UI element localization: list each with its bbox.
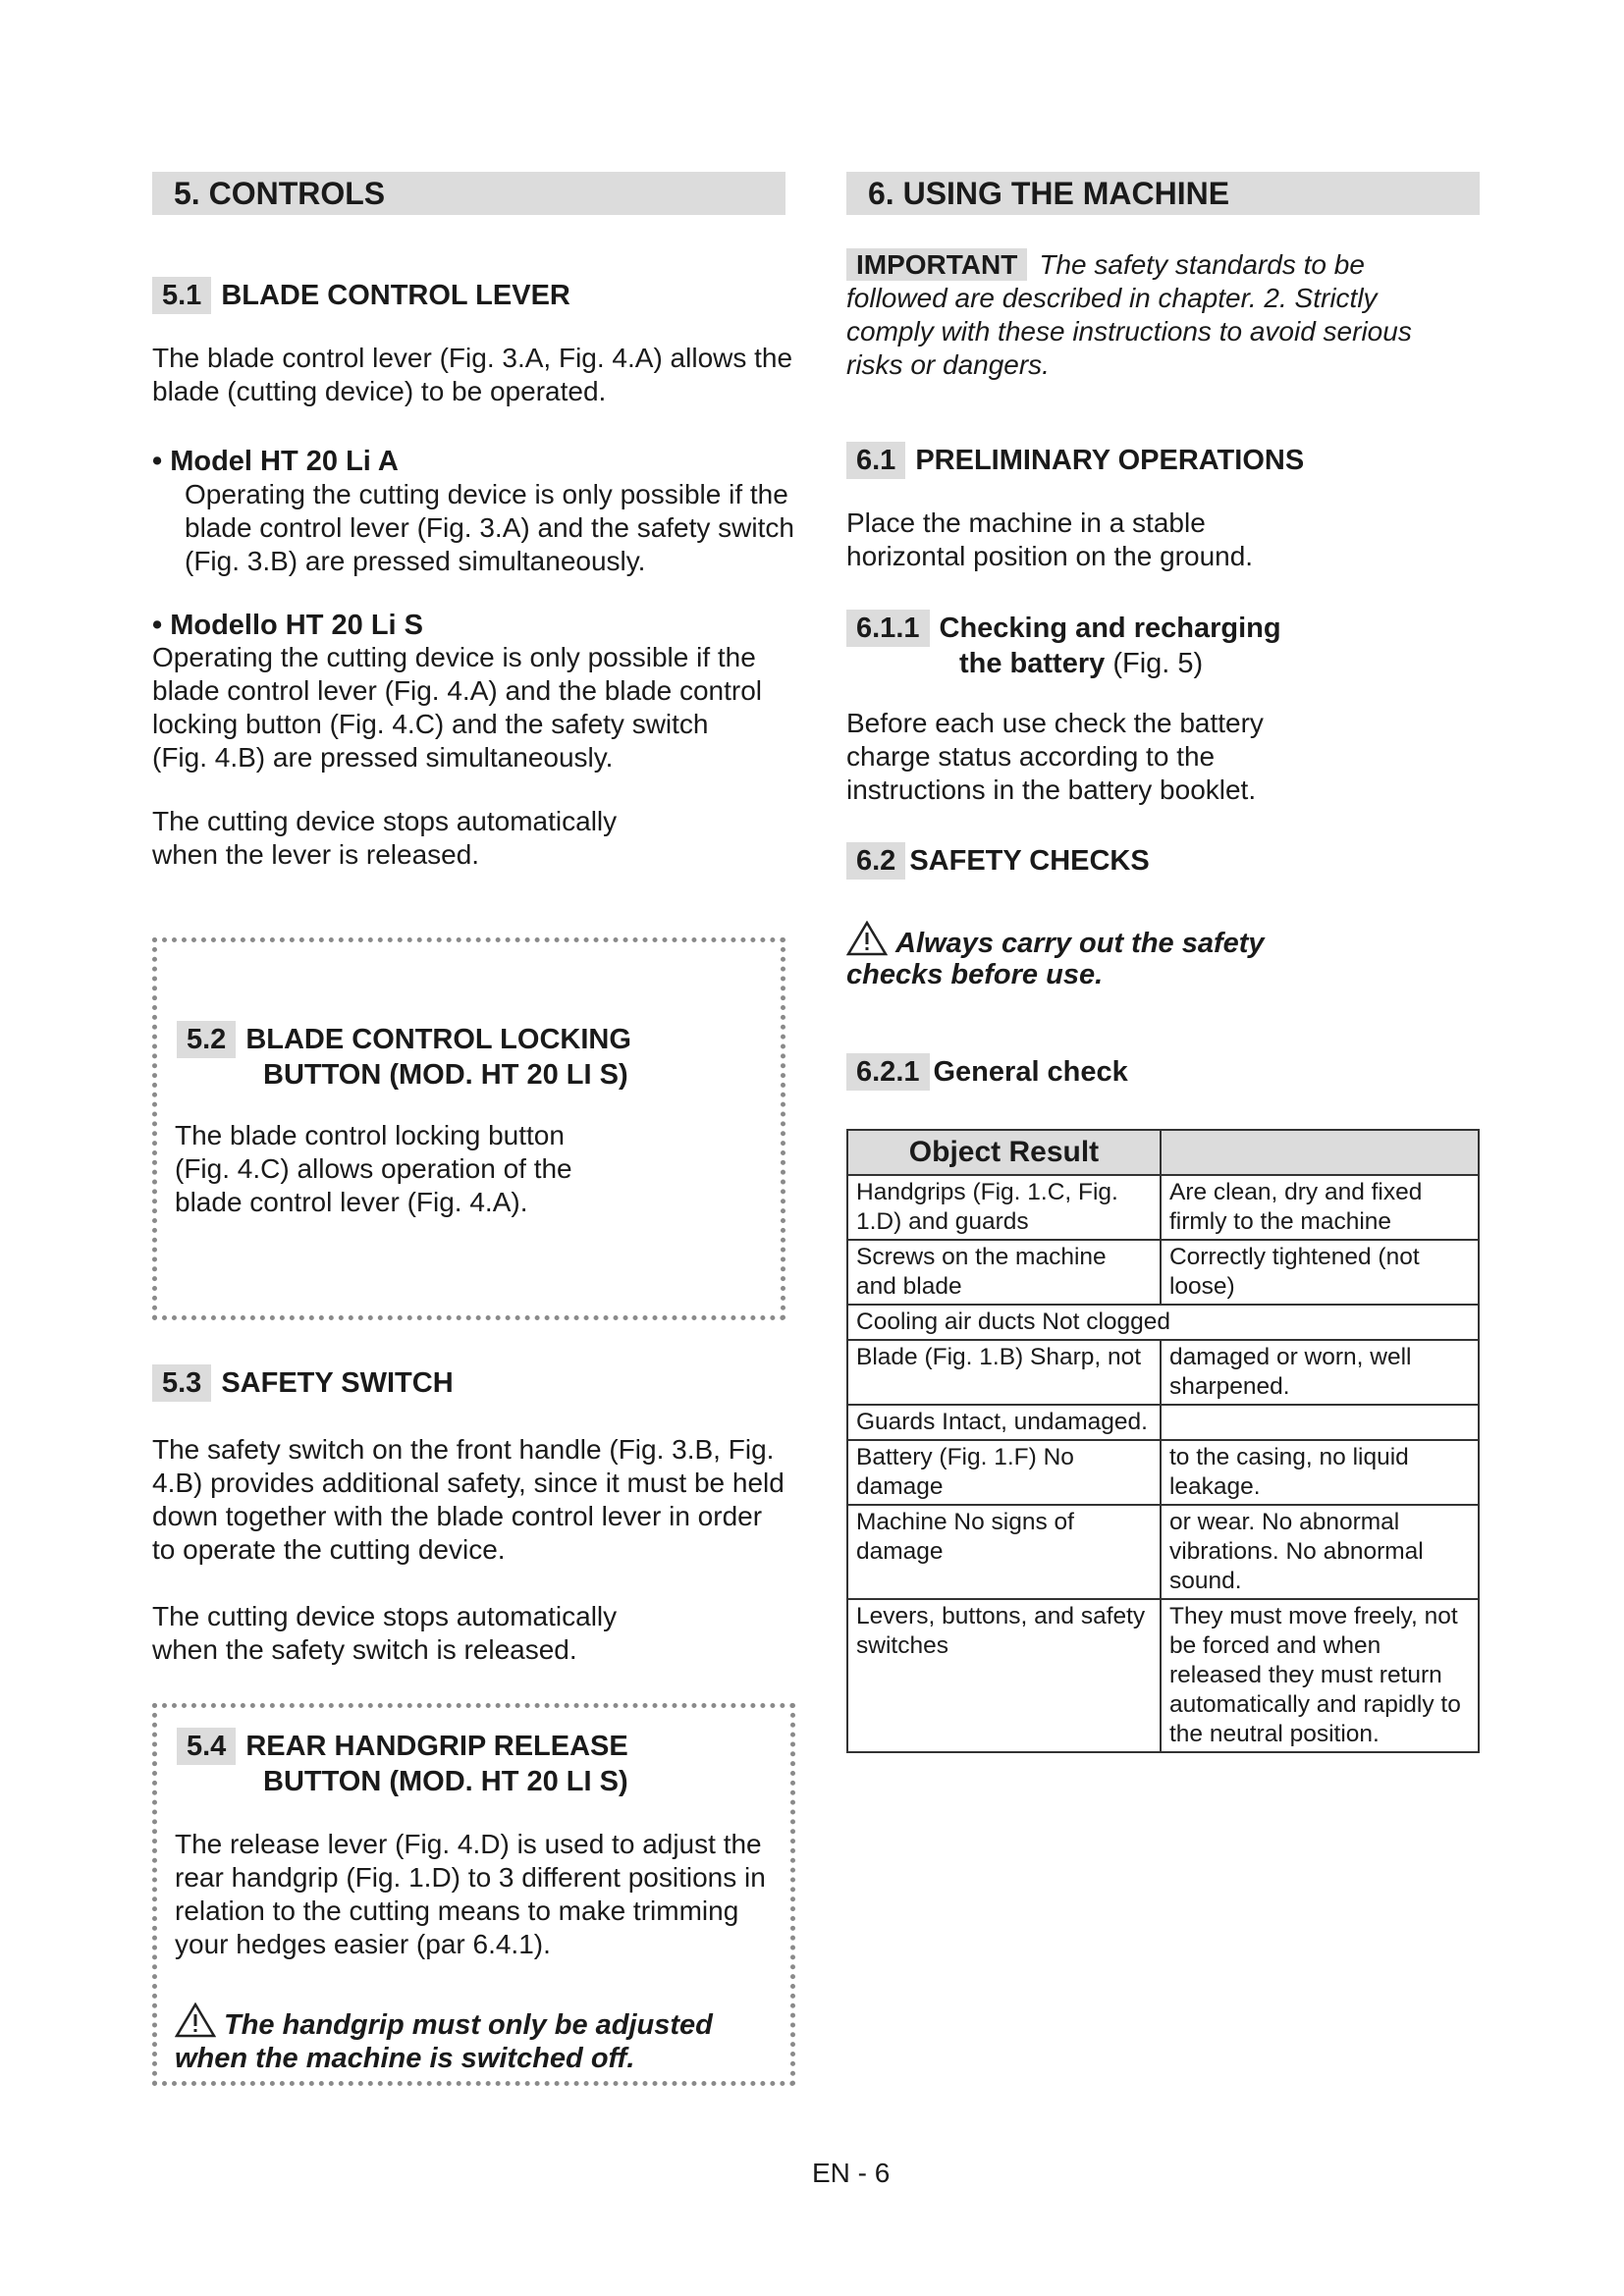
important-text: The safety standards to be followed are described in chapter. 2. Strictly comply with these instructions to avoid serious risks or dangers. xyxy=(846,249,1412,380)
general-check-table xyxy=(846,1129,1480,1753)
s53-paragraph: The safety switch on the front handle (Fig. 3.B, Fig. 4.B) provides additional safety, since it must be held down together with the blade control lever in order to operate the cutting device. xyxy=(152,1434,785,1565)
merged-cell: Cooling air ducts Not clogged xyxy=(847,1305,1479,1340)
table-row xyxy=(847,1305,1479,1340)
section-5-heading: 5. CONTROLS xyxy=(152,172,785,215)
subsection-number: 6.1 xyxy=(846,442,905,479)
object-cell: Levers, buttons, and safety switches xyxy=(847,1599,1161,1752)
subsection-title-fig: (Fig. 5) xyxy=(1112,648,1204,679)
s62-warning xyxy=(846,921,1318,990)
subsection-6-1-1-heading xyxy=(846,610,1475,680)
s611-paragraph: Before each use check the battery charge status according to the instructions in the battery booklet. xyxy=(846,708,1264,805)
result-cell: Are clean, dry and fixed firmly to the machine xyxy=(1161,1175,1479,1240)
subsection-number: 6.1.1 xyxy=(846,610,930,647)
s54-warning xyxy=(175,2002,784,2075)
s61-paragraph: Place the machine in a stable horizontal position on the ground. xyxy=(846,507,1254,571)
subsection-number: 6.2 xyxy=(846,842,905,880)
subsection-6-1-heading xyxy=(846,442,1475,479)
subsection-title-line2: BUTTON (MOD. HT 20 LI S) xyxy=(263,1766,628,1797)
subsection-number: 5.4 xyxy=(177,1728,236,1765)
subsection-title-line2: BUTTON (MOD. HT 20 LI S) xyxy=(263,1059,628,1091)
table-header-row xyxy=(847,1130,1479,1175)
table-row xyxy=(847,1599,1479,1752)
subsection-title-line2: the battery xyxy=(959,648,1106,679)
important-note xyxy=(846,248,1455,382)
subsection-title: SAFETY CHECKS xyxy=(909,845,1150,877)
stop-lever-paragraph: The cutting device stops automatically when the lever is released. xyxy=(152,806,618,870)
subsection-5-3-heading xyxy=(152,1364,781,1402)
result-cell: Correctly tightened (not loose) xyxy=(1161,1240,1479,1305)
model-s-paragraph: Operating the cutting device is only possible if the blade control lever (Fig. 4.A) and the blade control locking button (Fig. 4.C) and the safety switch (Fig. 4.B) are pressed simultaneously. xyxy=(152,642,763,773)
subsection-number: 5.1 xyxy=(152,277,211,314)
table-row xyxy=(847,1340,1479,1405)
model-a-heading: • Model HT 20 Li A xyxy=(152,446,399,477)
subsection-number: 5.3 xyxy=(152,1364,211,1402)
result-cell: or wear. No abnormal vibrations. No abnormal sound. xyxy=(1161,1505,1479,1599)
warning-text: The handgrip must only be adjusted when the machine is switched off. xyxy=(175,2009,713,2074)
important-label: IMPORTANT xyxy=(846,248,1027,281)
object-cell: Battery (Fig. 1.F) No damage xyxy=(847,1440,1161,1505)
section-6-heading: 6. USING THE MACHINE xyxy=(846,172,1480,215)
subsection-title: BLADE CONTROL LEVER xyxy=(221,280,570,311)
object-cell: Guards Intact, undamaged. xyxy=(847,1405,1161,1440)
model-a-paragraph: Operating the cutting device is only possible if the blade control lever (Fig. 3.A) and the safety switch (Fig. 3.B) are pressed simultaneously. xyxy=(185,479,794,576)
subsection-5-2-heading xyxy=(177,1021,766,1092)
warning-text: Always carry out the safety checks before use. xyxy=(846,928,1265,990)
model-s-heading: • Modello HT 20 Li S xyxy=(152,610,424,641)
result-cell xyxy=(1161,1405,1479,1440)
subsection-5-4-heading xyxy=(177,1728,785,1798)
table-row xyxy=(847,1440,1479,1505)
subsection-title: General check xyxy=(933,1056,1128,1088)
subsection-6-2-1-heading xyxy=(846,1053,1475,1091)
warning-icon xyxy=(846,921,888,956)
section-5-2-box xyxy=(152,937,785,1320)
result-cell: damaged or worn, well sharpened. xyxy=(1161,1340,1479,1405)
subsection-title-line1: REAR HANDGRIP RELEASE xyxy=(245,1731,628,1762)
subsection-6-2-heading xyxy=(846,842,1475,880)
object-cell: Handgrips (Fig. 1.C, Fig. 1.D) and guards xyxy=(847,1175,1161,1240)
table-header-empty xyxy=(1161,1130,1479,1175)
subsection-title-line1: Checking and recharging xyxy=(939,613,1281,644)
subsection-title: SAFETY SWITCH xyxy=(221,1367,454,1399)
warning-icon xyxy=(175,2002,216,2038)
s54-paragraph: The release lever (Fig. 4.D) is used to adjust the rear handgrip (Fig. 1.D) to 3 different positions in relation to the cutting means to make trimming your hedges easier (par 6.4.1). xyxy=(175,1829,766,1959)
object-cell: Machine No signs of damage xyxy=(847,1505,1161,1599)
table-row xyxy=(847,1505,1479,1599)
stop-switch-paragraph: The cutting device stops automatically when the safety switch is released. xyxy=(152,1601,618,1665)
section-5-4-box xyxy=(152,1703,795,2086)
table-row xyxy=(847,1240,1479,1305)
table-row xyxy=(847,1405,1479,1440)
result-cell: They must move freely, not be forced and when released they must return automatically and rapidly to the neutral position. xyxy=(1161,1599,1479,1752)
page-number: EN - 6 xyxy=(812,2158,891,2188)
subsection-title-line1: BLADE CONTROL LOCKING xyxy=(245,1024,631,1055)
subsection-number: 6.2.1 xyxy=(846,1053,930,1091)
table-row xyxy=(847,1175,1479,1240)
table-header-cell: Object Result xyxy=(847,1130,1161,1175)
object-cell: Blade (Fig. 1.B) Sharp, not xyxy=(847,1340,1161,1405)
object-cell: Screws on the machine and blade xyxy=(847,1240,1161,1305)
s52-paragraph: The blade control locking button (Fig. 4.C) allows operation of the blade control lever (Fig. 4.A). xyxy=(175,1120,572,1217)
result-cell: to the casing, no liquid leakage. xyxy=(1161,1440,1479,1505)
s51-paragraph: The blade control lever (Fig. 3.A, Fig. 4.A) allows the blade (cutting device) to be operated. xyxy=(152,343,793,406)
subsection-number: 5.2 xyxy=(177,1021,236,1058)
subsection-5-1-heading xyxy=(152,277,781,314)
subsection-title: PRELIMINARY OPERATIONS xyxy=(915,445,1305,476)
